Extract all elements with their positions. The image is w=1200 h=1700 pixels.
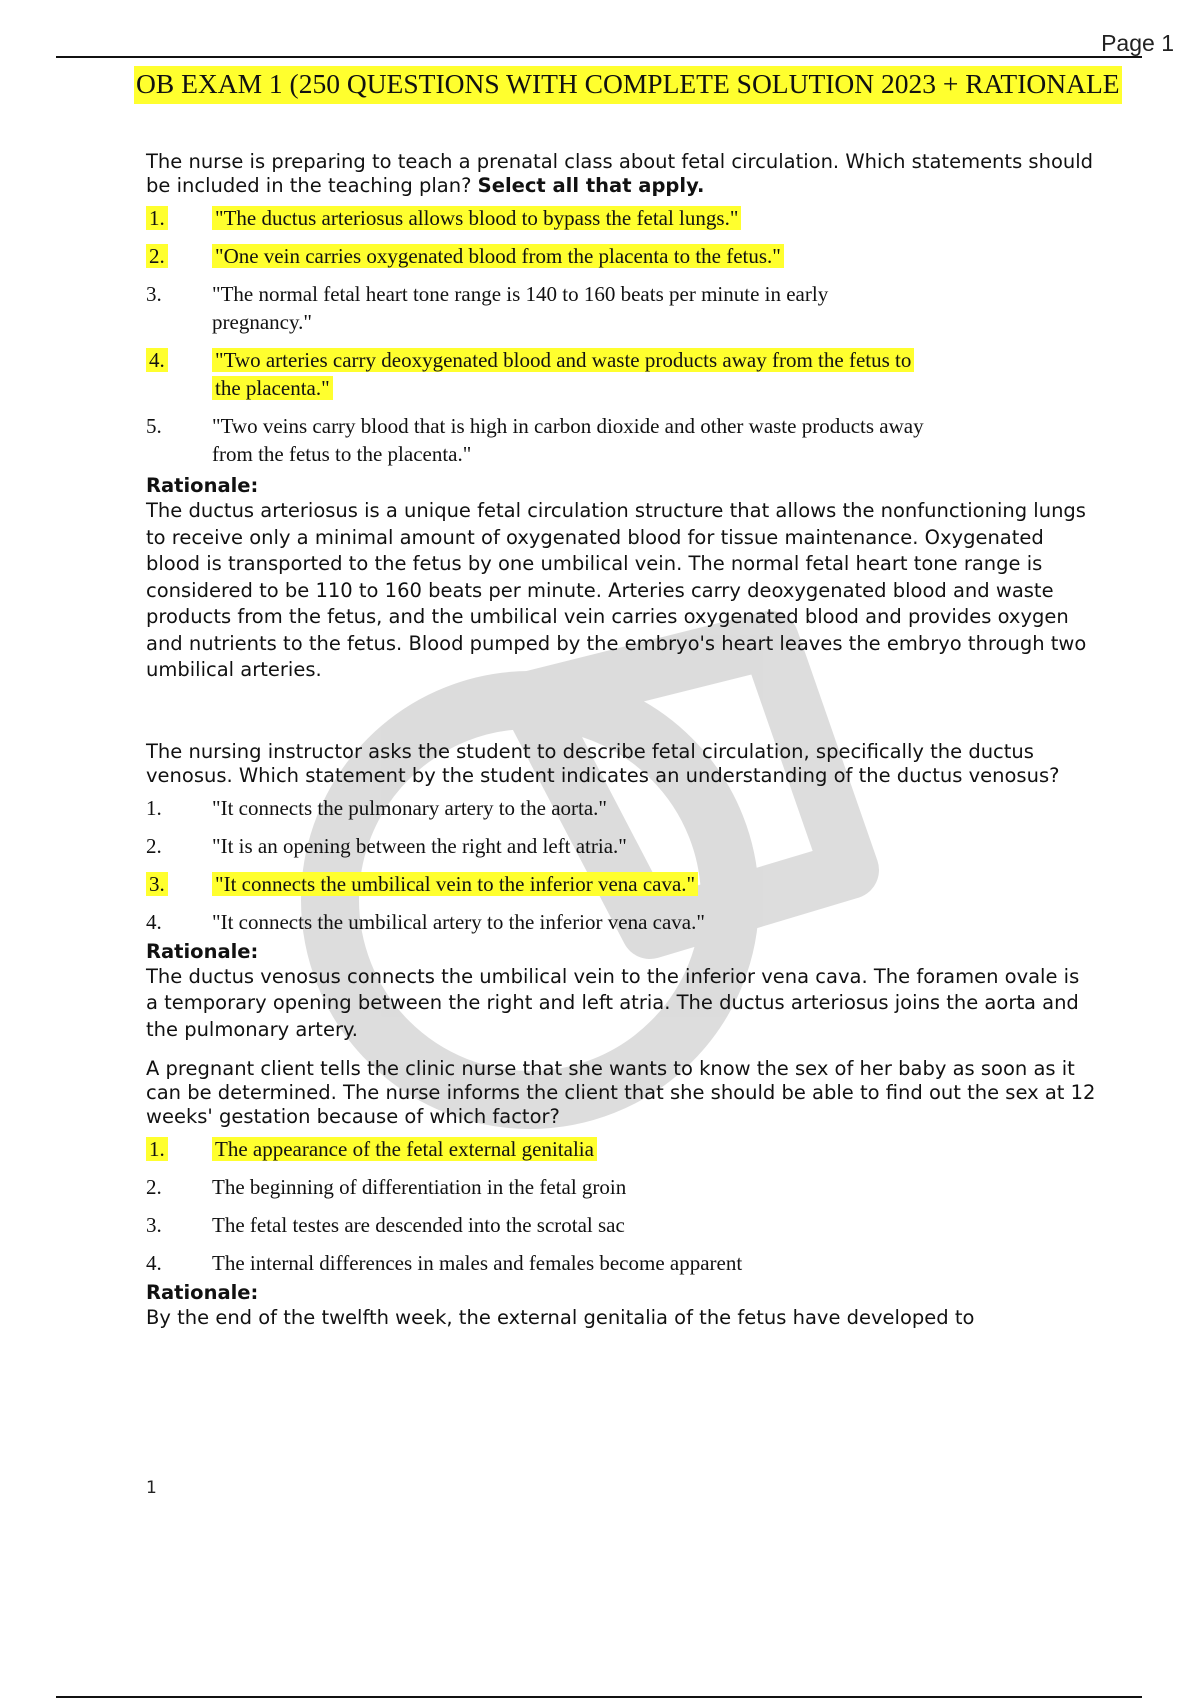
footer-rule xyxy=(56,1696,1142,1698)
option-number: 2. xyxy=(146,1175,162,1199)
option-text: "It connects the umbilical artery to the inferior vena cava." xyxy=(212,909,705,934)
option-number: 4. xyxy=(146,1251,162,1275)
rationale-label: Rationale: xyxy=(146,1281,259,1304)
option-text: "It connects the pulmonary artery to the aorta." xyxy=(212,795,608,820)
option-text: "Two arteries carry deoxygenated blood and waste products away from the fetus to the placenta." xyxy=(212,348,914,400)
question-stem xyxy=(146,150,1096,198)
answer-options xyxy=(146,794,1096,936)
rationale-text: By the end of the twelfth week, the external genitalia of the fetus have developed to xyxy=(146,1306,975,1329)
question-stem: The nursing instructor asks the student to describe fetal circulation, specifically the ductus venosus. Which statement by the student indicates an understanding of the ductus venosus? xyxy=(146,739,1060,787)
option-number: 1. xyxy=(146,206,168,230)
answer-option[interactable] xyxy=(140,280,1096,336)
option-text: The fetal testes are descended into the scrotal sac xyxy=(212,1213,625,1237)
rationale-label: Rationale: xyxy=(146,939,259,963)
option-text: The appearance of the fetal external genitalia xyxy=(212,1137,597,1161)
answer-option[interactable] xyxy=(140,1135,1096,1163)
option-number: 4. xyxy=(146,909,162,934)
option-text: "It is an opening between the right and left atria." xyxy=(212,833,627,858)
answer-option[interactable] xyxy=(140,1211,1096,1239)
question-text: The nurse is preparing to teach a prenatal class about fetal circulation. Which statements should be included in the teaching plan? xyxy=(146,150,1094,197)
document-title: OB EXAM 1 (250 QUESTIONS WITH COMPLETE SOLUTION 2023 + RATIONALE xyxy=(134,66,1122,104)
answer-option[interactable] xyxy=(140,794,1096,822)
page-label: Page 1 xyxy=(1101,30,1174,56)
rationale-text: The ductus arteriosus is a unique fetal circulation structure that allows the nonfunctioning lungs to receive only a minimal amount of oxygenated blood for tissue maintenance. Oxygenated blood is transported to the fetus by one umbilical vein. The normal fetal heart tone range is considered to be 110 to 160 beats per minute. Arteries carry deoxygenated blood and waste products from the fetus, and the umbilical vein carries oxygenated blood and provides oxygen and nutrients to the fetus. Blood pumped by the embryo's heart leaves the embryo through two umbilical arteries. xyxy=(146,499,1087,681)
answer-option[interactable] xyxy=(140,1249,1096,1277)
question-block-3 xyxy=(146,1057,1096,1332)
option-number: 3. xyxy=(146,1213,162,1237)
option-text: "Two veins carry blood that is high in carbon dioxide and other waste products away from the fetus to the placenta." xyxy=(212,414,924,466)
option-number: 2. xyxy=(146,244,168,268)
option-number: 2. xyxy=(146,833,162,858)
document-body xyxy=(146,150,1096,1332)
answer-option[interactable] xyxy=(140,242,1096,270)
question-instruction: Select all that apply. xyxy=(477,174,705,197)
answer-option[interactable] xyxy=(140,832,1096,860)
answer-options xyxy=(146,1135,1096,1277)
option-text: The internal differences in males and females become apparent xyxy=(212,1251,743,1275)
option-number: 3. xyxy=(146,282,162,306)
question-block-1 xyxy=(146,150,1096,684)
footer-page-number: 1 xyxy=(146,1478,157,1498)
option-number: 1. xyxy=(146,1137,168,1161)
answer-option[interactable] xyxy=(140,870,1096,898)
option-text: "The normal fetal heart tone range is 140 to 160 beats per minute in early pregnancy." xyxy=(212,282,829,334)
option-number: 3. xyxy=(146,872,168,896)
option-number: 4. xyxy=(146,348,168,372)
option-text: "It connects the umbilical vein to the inferior vena cava." xyxy=(212,872,698,896)
option-number: 5. xyxy=(146,414,162,438)
question-stem: A pregnant client tells the clinic nurse that she wants to know the sex of her baby as soon as it can be determined. The nurse informs the client that she should be able to find out the sex at 12 weeks' gestation because of which factor? xyxy=(146,1057,1096,1128)
option-number: 1. xyxy=(146,795,162,820)
answer-option[interactable] xyxy=(140,204,1096,232)
answer-option[interactable] xyxy=(140,1173,1096,1201)
option-text: "The ductus arteriosus allows blood to bypass the fetal lungs." xyxy=(212,206,741,230)
rationale-text: The ductus venosus connects the umbilical vein to the inferior vena cava. The foramen ovale is a temporary opening between the right and left atria. The ductus arteriosus joins the aorta and the pulmonary artery. xyxy=(146,964,1080,1041)
question-block-2 xyxy=(146,740,1096,1044)
answer-option[interactable] xyxy=(140,346,1096,402)
header-rule xyxy=(56,56,1142,58)
option-text: "One vein carries oxygenated blood from the placenta to the fetus." xyxy=(212,244,784,268)
answer-options xyxy=(146,204,1096,468)
rationale-label: Rationale: xyxy=(146,474,259,497)
answer-option[interactable] xyxy=(140,908,1096,936)
answer-option[interactable] xyxy=(140,412,1096,468)
option-text: The beginning of differentiation in the fetal groin xyxy=(212,1175,627,1199)
